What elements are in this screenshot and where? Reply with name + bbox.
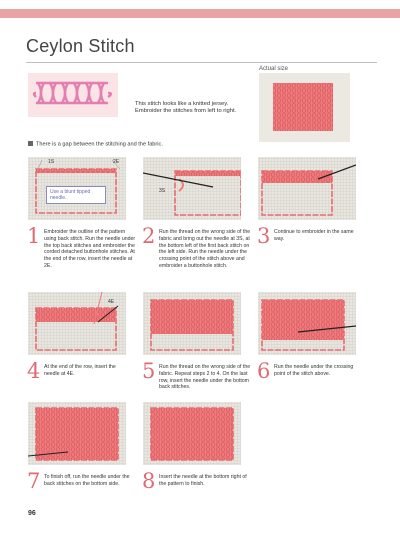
end-callout: 2E [113, 159, 120, 165]
step-number: 2 [142, 224, 156, 248]
actual-size-label: Actual size [259, 66, 289, 72]
step-3-text: Continue to embroider in the same way. [274, 229, 354, 242]
step-1-text: Embroider the outline of the pattern using back stitch. Run the needle under the top back stitches and embroider the corded detached buttonhole stitches. At the end of the row, insert the needle at 2E. [44, 229, 136, 269]
step-number: 1 [27, 224, 41, 248]
step-number: 6 [257, 359, 271, 383]
step-number: 4 [27, 359, 41, 383]
step-number: 3 [257, 224, 271, 248]
step-3-photo [258, 157, 356, 220]
tip-note-text: There is a gap between the stitching and the fabric. [36, 141, 163, 148]
step-number: 7 [27, 469, 41, 493]
step-7-photo [28, 402, 126, 465]
step-4-text: At the end of the row, insert the needle at 4E. [44, 364, 116, 377]
step-2-text: Run the thread on the wrong side of the fabric and bring out the needle at 3S, at the bottom left of the first back stitch on the left side. Run the needle under the crossing point of the stitch above and embroider a buttonhole stitch. [159, 229, 251, 269]
page-number: 96 [28, 510, 36, 517]
step-number: 8 [142, 469, 156, 493]
step-6-photo [258, 292, 356, 355]
start-callout: 1S [48, 159, 55, 165]
actual-size-photo [259, 73, 350, 142]
step-5-photo [143, 292, 241, 355]
step-2-start-callout: 3S [159, 188, 166, 194]
header-band [0, 9, 400, 18]
step-7-text: To finish off, run the needle under the back stitches on the bottom side. [44, 474, 130, 487]
step-6-text: Run the needle under the crossing point of the stitch above. [274, 364, 354, 377]
intro-text: This stitch looks like a knitted jersey. Embroider the stitches from left to right. [135, 101, 237, 115]
needle-tip-callout: Use a blunt tipped needle. [46, 186, 106, 204]
step-number: 5 [142, 359, 156, 383]
stitch-diagram [28, 73, 118, 117]
step-8-text: Insert the needle at the bottom right of the pattern to finish. [159, 474, 247, 487]
step-8-photo [143, 402, 241, 465]
step-2-photo [143, 157, 241, 220]
step-4-end-callout: 4E [108, 299, 115, 305]
page-title: Ceylon Stitch [26, 36, 135, 56]
bullet-square-icon [28, 141, 33, 146]
title-divider [26, 62, 377, 63]
tip-note [28, 141, 163, 148]
step-5-text: Run the thread on the wrong side of the fabric. Repeat steps 2 to 4. On the last row, insert the needle under the bottom back stitches. [159, 364, 251, 391]
